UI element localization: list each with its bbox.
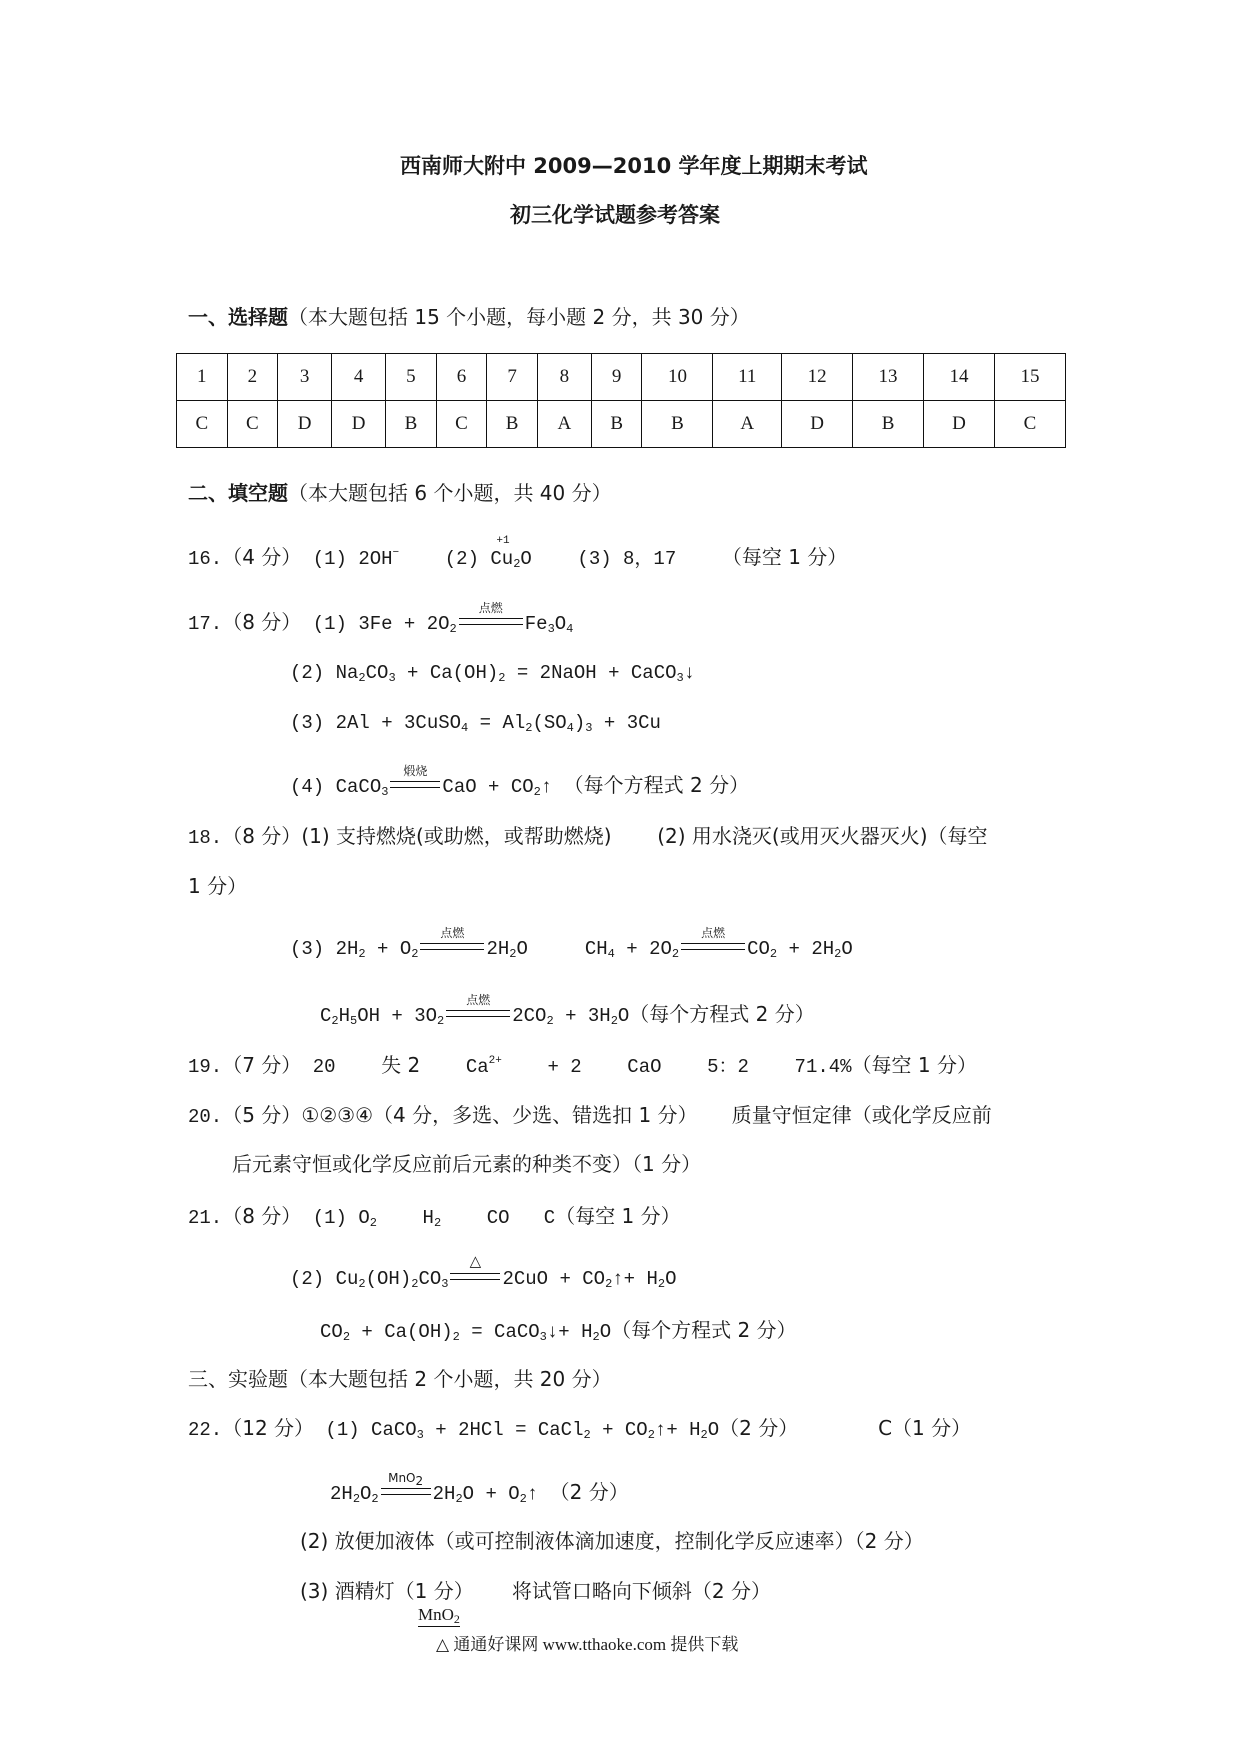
section2-desc: （本大题包括 6 个小题，共 40 分） (288, 481, 612, 505)
q16-answer-2-label: (2) (444, 548, 479, 570)
section2-heading (188, 483, 612, 503)
q21-note-1: （每空 1 分） (555, 1204, 681, 1228)
answer-table-number-cell: 9 (591, 354, 642, 401)
answer-table-number-cell: 14 (924, 354, 995, 401)
q18-condition-2: 点燃 (701, 926, 726, 940)
q17-equation-4: (4) CaCO$_3$ 煅烧 CaO + $CO_2↑$ （每个方程式 2 分） (290, 764, 750, 799)
answer-table-number-cell: 5 (386, 354, 437, 401)
q20-line-1: ①②③④（4 分，多选、少选、错选扣 1 分） (301, 1103, 698, 1127)
answer-table-answer-cell: D (278, 401, 332, 448)
section3-heading (188, 1369, 612, 1389)
q16-answer-1: (1) 2OH (312, 548, 393, 570)
footer-text: 通通好课网 www.tthaoke.com 提供下载 (453, 1635, 739, 1654)
q17-equation-2: (2) $Na_2CO_3 + Ca(OH)_2$ = 2NaOH + CaCO$_3$↓ (290, 662, 696, 685)
answer-table-number-cell: 10 (642, 354, 713, 401)
q18-score: （8 分） (222, 824, 302, 848)
question-21: 21.（8 分） (1) $O_2$ $H_2$ CO C（每空 1 分） (188, 1204, 681, 1230)
q19-g: 71.4% (794, 1056, 852, 1078)
answer-table-answer-row (177, 401, 1066, 448)
answer-table-answer-cell: D (782, 401, 853, 448)
q20-line-1b: 质量守恒定律（或化学反应前 (731, 1103, 992, 1127)
q18-equations-row1: (3) $2H_2 + O_2$ 点燃 $2H_2O$ $CH_4 + 2O_2$ 点燃 $CO_2 + 2H_2O$ (290, 926, 853, 961)
q22-line-3 (300, 1581, 771, 1601)
answer-table-answer-cell: B (853, 401, 924, 448)
question-22: 22.（12 分） (1) CaCO$_3$ + 2HCl = CaCl$_2$ + $CO_2↑+ H_2O(2$ 分） C（1 分） (188, 1416, 972, 1442)
q21-equation-2: $CO_2 + Ca(OH)_2$ = CaCO$_3$↓+ $H_2O$（每个方程式 2 分） (320, 1318, 797, 1344)
q22-catalyst: MnO$_2$ (388, 1471, 424, 1488)
answer-table-answer-cell: B (487, 401, 538, 448)
answer-table-answer-cell: A (537, 401, 591, 448)
q21-number: 21. (188, 1207, 223, 1229)
q17-score: （8 分） (222, 610, 302, 634)
footer-triangle-icon: △ (436, 1635, 450, 1654)
answer-table-number-cell: 15 (994, 354, 1065, 401)
answer-table-number-cell: 11 (713, 354, 782, 401)
q17-note: （每个方程式 2 分） (563, 773, 750, 797)
answer-table (176, 353, 1066, 448)
q22-equation-h2o2: $2H_2O_2$ MnO$_2$ $2H_2O$ + $O_2↑$ （2 分） (330, 1471, 629, 1506)
answer-table-number-cell: 7 (487, 354, 538, 401)
q17-equation-3: (3) 2Al + 3CuSO$_4$ = $Al_2(SO_4)_3 + 3Cu$ (290, 712, 661, 735)
q18-number: 18. (188, 827, 223, 849)
answer-table-answer-cell: D (332, 401, 386, 448)
q16-cu-tail: O (520, 548, 532, 570)
heat-triangle-icon: △ (469, 1252, 482, 1270)
q20-line-2: 后元素守恒或化学反应前后元素的种类不变）（1 分） (232, 1152, 702, 1176)
q16-answer-3: (3) 8，17 (577, 548, 677, 570)
q22-line-3b: 将试管口略向下倾斜（2 分） (511, 1579, 772, 1603)
q19-a: 20 (312, 1056, 336, 1078)
q16-answer-2 (490, 535, 532, 571)
answer-table-number-cell: 2 (227, 354, 278, 401)
q18-condition-1: 点燃 (440, 926, 465, 940)
q18-equation-ethanol: $C_2H_5OH + 3O_2$ 点燃 $2CO_2 + 3H_2O$（每个方程式 2 分） (320, 993, 815, 1028)
footer-line (436, 1636, 738, 1653)
answer-table-number-row (177, 354, 1066, 401)
q22-answer-c: C（1 分） (878, 1416, 972, 1440)
q16-cu-sub: 2 (513, 557, 521, 571)
q22-line-2: (2) 放便加液体（或可控制液体滴加速度，控制化学反应速率）（2 分） (300, 1529, 924, 1553)
q19-f: 5：2 (707, 1056, 749, 1078)
q19-c: Ca (465, 1056, 489, 1078)
answer-table-answer-cell: A (713, 401, 782, 448)
q22-number: 22. (188, 1419, 223, 1441)
q18-note: （每个方程式 2 分） (629, 1002, 815, 1026)
q17-condition-1: 点燃 (478, 601, 503, 615)
answer-table-number-cell: 6 (436, 354, 487, 401)
answer-table-answer-cell: D (924, 401, 995, 448)
answer-table-number-cell: 8 (537, 354, 591, 401)
footer-mno2: MnO$_2$ (418, 1605, 460, 1626)
question-19 (188, 1055, 977, 1077)
q17-condition-4: 煅烧 (403, 764, 428, 778)
answer-table-answer-cell: B (386, 401, 437, 448)
page-title: 西南师大附中 2009—2010 学年度上期期末考试 (400, 154, 868, 178)
q21-answer-co: CO (486, 1207, 510, 1229)
answer-table-answer-cell: C (227, 401, 278, 448)
answer-table-answer-cell: B (591, 401, 642, 448)
q19-b: 失 2 (381, 1053, 421, 1077)
q19-c-charge: 2+ (488, 1055, 502, 1067)
page-subtitle: 初三化学试题参考答案 (510, 203, 720, 227)
q19-d: + 2 (547, 1056, 582, 1078)
q19-e: CaO (627, 1056, 662, 1078)
q18-condition-3: 点燃 (466, 993, 491, 1007)
q21-answer-o2: (1) O (312, 1207, 370, 1229)
answer-table-answer-cell: C (177, 401, 228, 448)
answer-table-number-cell: 3 (278, 354, 332, 401)
q19-number: 19. (188, 1056, 223, 1078)
answer-table-number-cell: 4 (332, 354, 386, 401)
section3-label: 三、实验题 (188, 1367, 288, 1391)
q16-cu: Cu (490, 548, 514, 570)
answer-table-answer-cell: C (436, 401, 487, 448)
q20-number: 20. (188, 1106, 223, 1128)
section3-desc: （本大题包括 2 个小题，共 20 分） (288, 1367, 612, 1391)
q16-number: 16. (188, 548, 223, 570)
section1-desc: （本大题包括 15 个小题，每小题 2 分，共 30 分） (288, 305, 750, 329)
question-18 (188, 826, 988, 848)
q18-answer-1: (1) 支持燃烧(或助燃，或帮助燃烧) (301, 824, 612, 848)
answer-table-answer-cell: C (994, 401, 1065, 448)
q22-score-2: （2 分） (719, 1416, 799, 1440)
answer-table-number-cell: 1 (177, 354, 228, 401)
q19-note: （每空 1 分） (851, 1053, 978, 1077)
q21-note-2: （每个方程式 2 分） (611, 1318, 797, 1342)
q22-score: （12 分） (222, 1416, 315, 1440)
q22-line-3a: (3) 酒精灯（1 分） (300, 1579, 474, 1603)
question-16: 16.（4 分） (1) 2OH− (2) +1 $Cu_2O$ (3) 8，17 （每空 1 分） (188, 535, 848, 571)
q16-score: （4 分） (222, 545, 302, 569)
q21-equation-1: (2) $Cu_2(OH)_2CO_3$ △ $2CuO + CO_2↑+ H_2O$ (290, 1252, 677, 1291)
q21-score: （8 分） (222, 1204, 302, 1228)
q21-answer-c: C (543, 1207, 556, 1229)
q16-valence: +1 (496, 535, 510, 547)
answer-table-number-cell: 12 (782, 354, 853, 401)
answer-table-number-cell: 13 (853, 354, 924, 401)
section1-heading (188, 307, 750, 327)
q17-number: 17. (188, 613, 223, 635)
section2-label: 二、填空题 (188, 481, 288, 505)
q19-score: （7 分） (222, 1053, 302, 1077)
q21-answer-h2: H (422, 1207, 434, 1229)
section1-label: 一、选择题 (188, 305, 288, 329)
answer-table-answer-cell: B (642, 401, 713, 448)
q16-note: （每空 1 分） (721, 545, 848, 569)
question-20 (188, 1105, 992, 1127)
q22-score-3: （2 分） (549, 1480, 629, 1504)
question-17: 17.（8 分） (1) $3Fe + 2O_2$ 点燃 $Fe_3O_4$ (188, 601, 574, 636)
q20-score: （5 分） (222, 1103, 302, 1127)
q18-answer-2-cont: 1 分） (188, 874, 248, 898)
q18-answer-2: (2) 用水浇灭(或用灭火器灭火)（每空 (657, 824, 988, 848)
